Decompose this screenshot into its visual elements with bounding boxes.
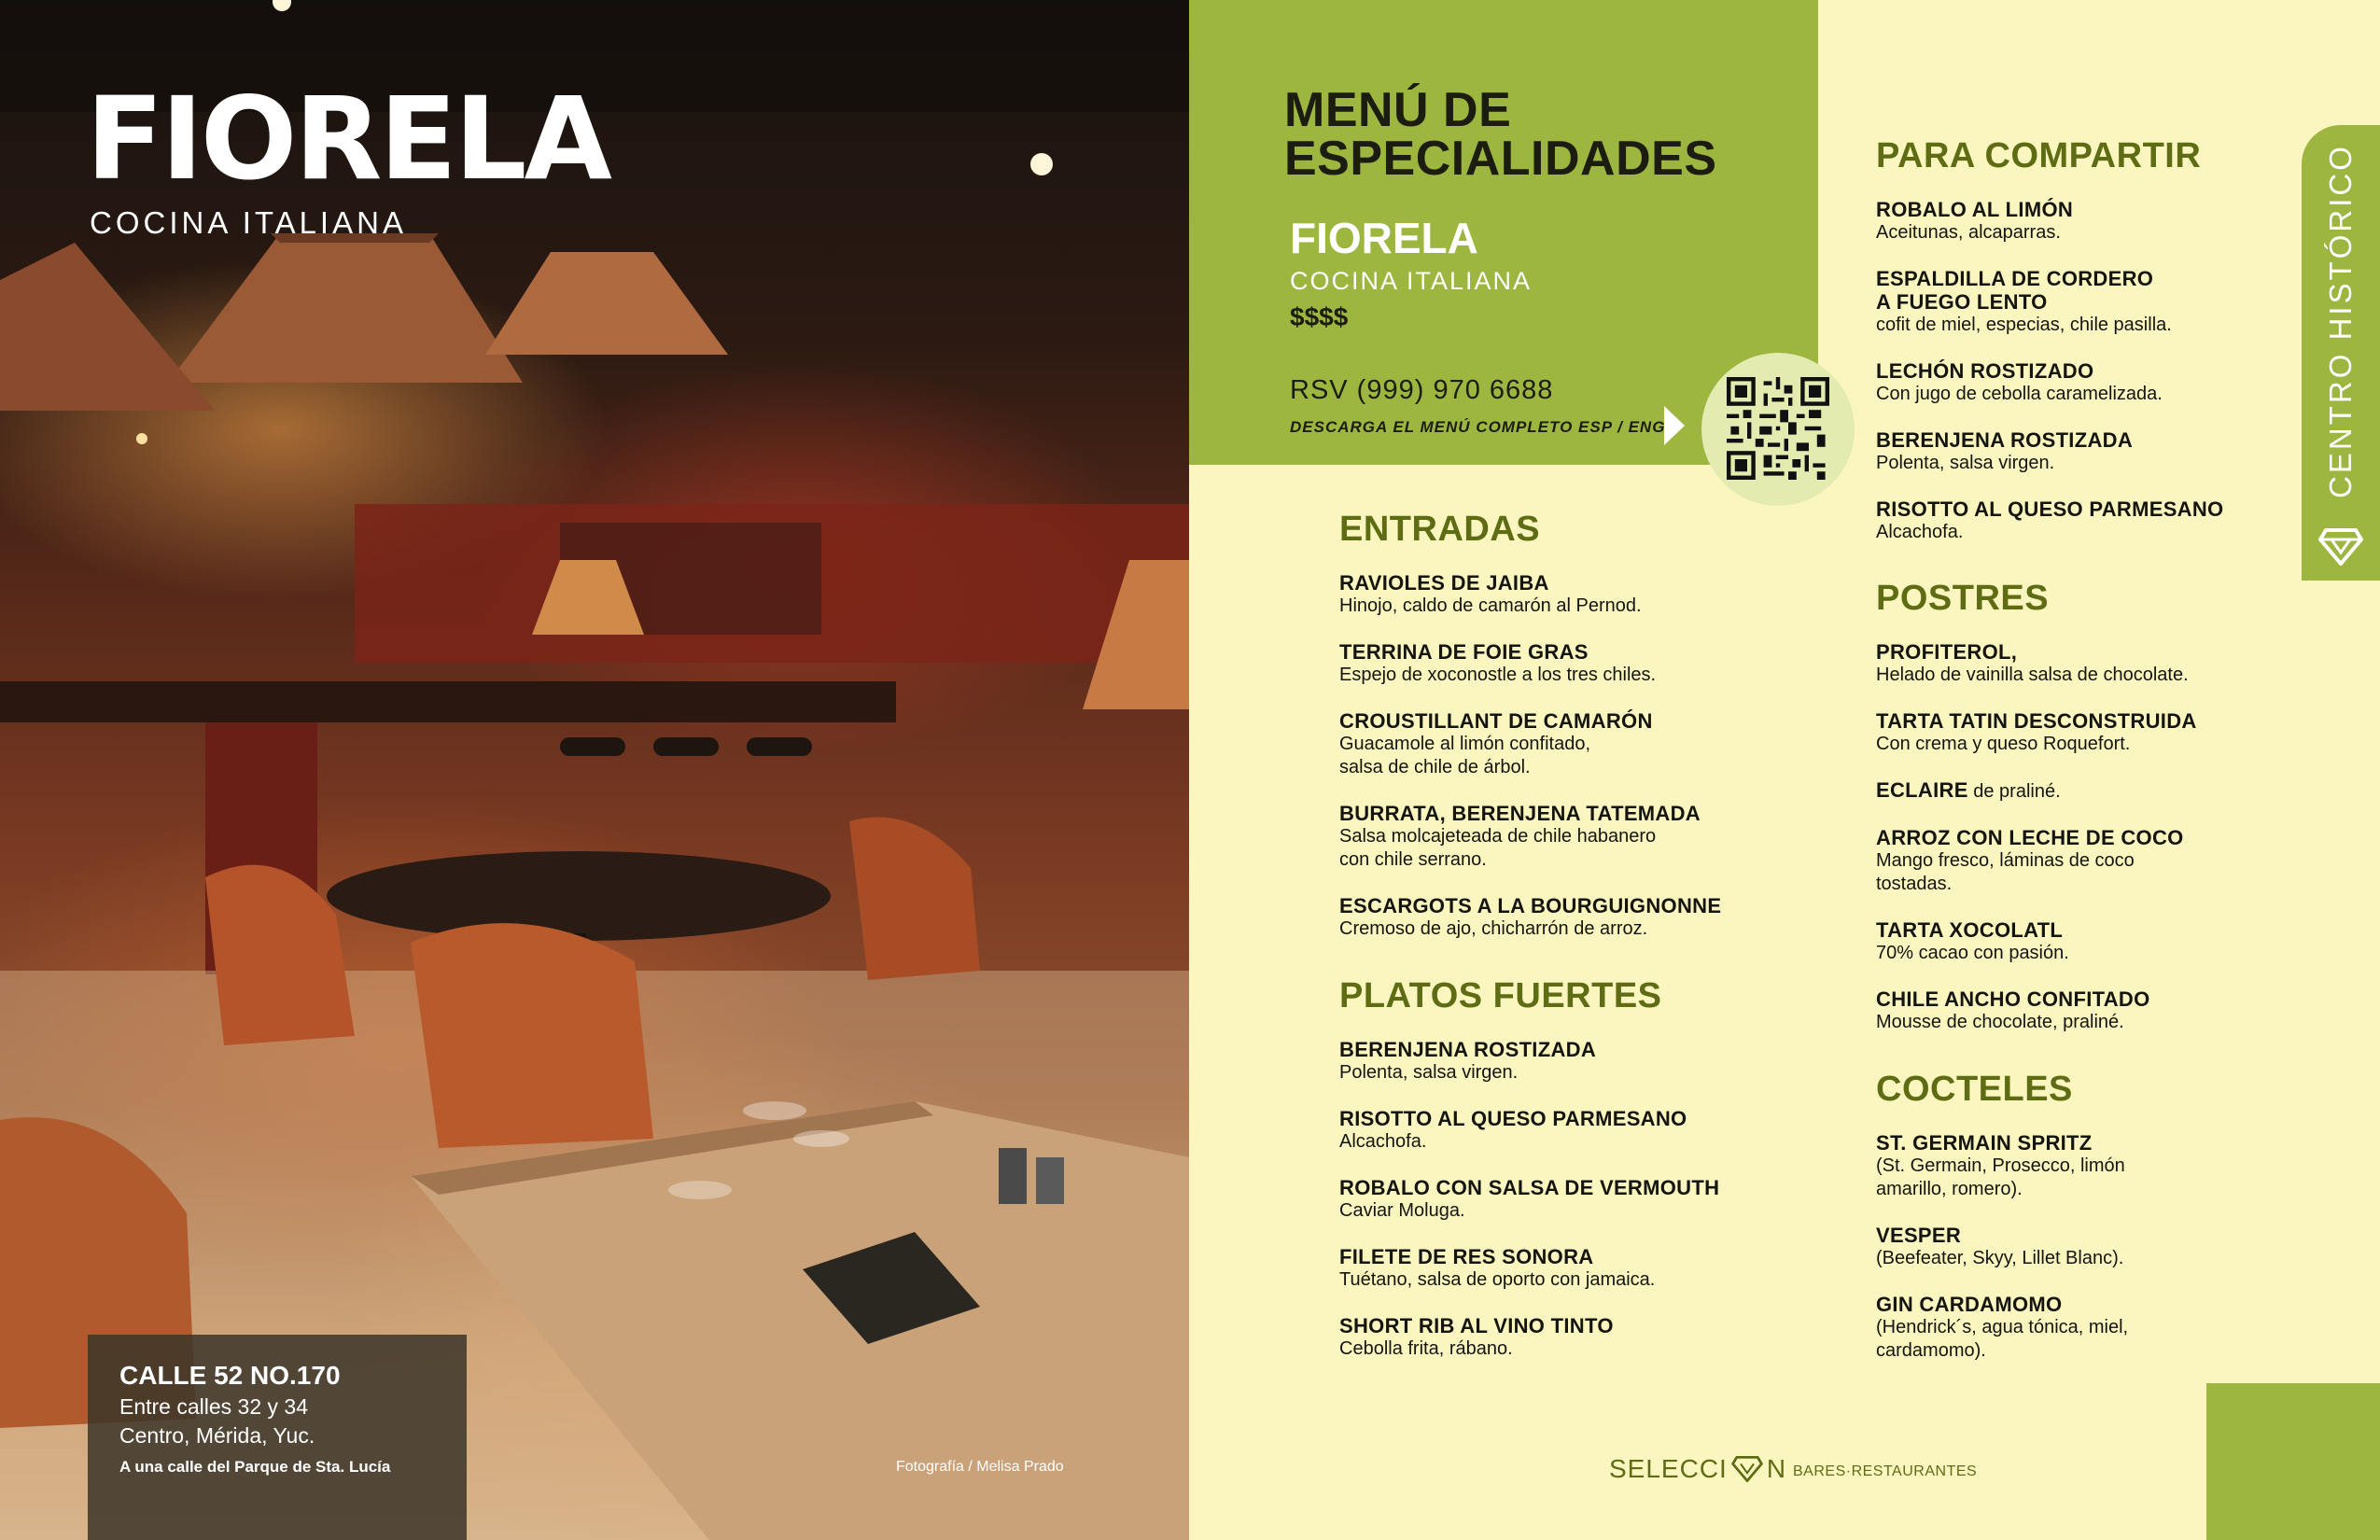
menu-item-name: TERRINA DE FOIE GRAS xyxy=(1339,640,1589,664)
menu-item xyxy=(1339,709,1721,779)
section-title-entradas: ENTRADAS xyxy=(1339,510,1541,549)
cocteles-list xyxy=(1876,1131,2128,1385)
district-tab-label-wrap xyxy=(2302,125,2380,517)
section-title-platos-fuertes: PLATOS FUERTES xyxy=(1339,976,1662,1015)
menu-item-desc: (Beefeater, Skyy, Lillet Blanc). xyxy=(1876,1248,2124,1268)
menu-item xyxy=(1339,802,1721,872)
menu-item-desc: (Hendrick´s, agua tónica, miel, xyxy=(1876,1317,2129,1337)
menu-item-name: BERENJENA ROSTIZADA xyxy=(1876,428,2134,452)
logo-text-end: N xyxy=(1766,1454,1787,1483)
menu-item-name: RISOTTO AL QUESO PARMESANO xyxy=(1339,1107,1687,1130)
menu-item-name: ST. GERMAIN SPRITZ xyxy=(1876,1131,2093,1155)
section-title-postres: POSTRES xyxy=(1876,579,2050,618)
brand-name: FIORELA xyxy=(86,73,609,205)
address-city: Centro, Mérida, Yuc. xyxy=(119,1423,315,1448)
brand-block xyxy=(86,73,609,241)
menu-item-desc: Alcachofa. xyxy=(1876,522,1964,542)
menu-item-desc: Con jugo de cebolla caramelizada. xyxy=(1876,384,2163,404)
seleccion-logo xyxy=(1609,1454,1786,1484)
menu-item-name: ARROZ CON LECHE DE COCO xyxy=(1876,826,2184,849)
download-menu-link[interactable]: DESCARGA EL MENÚ COMPLETO ESP / ENG xyxy=(1290,418,1666,436)
menu-item-desc: amarillo, romero). xyxy=(1876,1179,2023,1199)
menu-item xyxy=(1339,640,1721,687)
menu-item xyxy=(1339,1314,1719,1361)
platos-fuertes-list xyxy=(1339,1038,1719,1383)
menu-item-desc: Polenta, salsa virgen. xyxy=(1339,1062,1519,1083)
para-compartir-list xyxy=(1876,198,2223,567)
menu-item-desc: Helado de vainilla salsa de chocolate. xyxy=(1876,665,2189,685)
address-reference: A una calle del Parque de Sta. Lucía xyxy=(119,1458,391,1476)
reservation-phone[interactable]: RSV (999) 970 6688 xyxy=(1290,375,1554,405)
menu-item-desc: Tuétano, salsa de oporto con jamaica. xyxy=(1339,1269,1656,1290)
menu-title-line1: MENÚ DE xyxy=(1284,83,1512,137)
menu-item-desc: 70% cacao con pasión. xyxy=(1876,943,2069,963)
menu-item-name: ESPALDILLA DE CORDERO xyxy=(1876,267,2154,290)
menu-item-desc: Caviar Moluga. xyxy=(1339,1200,1465,1221)
menu-item-desc: Alcachofa. xyxy=(1339,1131,1427,1152)
menu-item-inline xyxy=(1876,778,2197,804)
menu-item xyxy=(1339,571,1721,618)
menu-item xyxy=(1876,198,2223,245)
menu-item-name: TARTA XOCOLATL xyxy=(1876,918,2064,942)
menu-item-desc: Guacamole al limón confitado, xyxy=(1339,734,1591,754)
menu-item-desc: Mousse de chocolate, praliné. xyxy=(1876,1012,2124,1032)
menu-item-desc: (St. Germain, Prosecco, limón xyxy=(1876,1155,2125,1176)
menu-item xyxy=(1876,267,2223,337)
menu-item xyxy=(1339,1176,1719,1223)
menu-item xyxy=(1876,709,2197,756)
section-title-cocteles: COCTELES xyxy=(1876,1070,2073,1109)
menu-item-name: GIN CARDAMOMO xyxy=(1876,1293,2063,1316)
menu-item-name: BURRATA, BERENJENA TATEMADA xyxy=(1339,802,1701,825)
photo-credit: Fotografía / Melisa Prado xyxy=(896,1459,1064,1475)
section-title-para-compartir: PARA COMPARTIR xyxy=(1876,136,2202,175)
logo-diamond-icon xyxy=(1729,1456,1765,1482)
district-tab-label: CENTRO HISTÓRICO xyxy=(2323,144,2358,498)
menu-item-desc: Cebolla frita, rábano. xyxy=(1339,1338,1513,1359)
address-cross-streets: Entre calles 32 y 34 xyxy=(119,1394,309,1419)
logo-tagline: BARES·RESTAURANTES xyxy=(1793,1463,1978,1479)
menu-item xyxy=(1876,359,2223,406)
menu-item xyxy=(1876,497,2223,544)
menu-item-name: ESCARGOTS A LA BOURGUIGNONNE xyxy=(1339,894,1722,917)
menu-item xyxy=(1876,1293,2128,1363)
menu-item xyxy=(1876,918,2197,965)
menu-item xyxy=(1876,987,2197,1034)
menu-item-name: RISOTTO AL QUESO PARMESANO xyxy=(1876,497,2224,521)
menu-item xyxy=(1876,640,2197,687)
address-street: CALLE 52 NO.170 xyxy=(119,1361,341,1390)
postres-list xyxy=(1876,640,2197,1057)
logo-text-start: SELECCI xyxy=(1609,1454,1728,1483)
menu-item-desc: tostadas. xyxy=(1876,874,1953,894)
arrow-right-icon xyxy=(1664,406,1685,445)
menu-item-desc: Cremoso de ajo, chicharrón de arroz. xyxy=(1339,918,1648,939)
menu-item-name: ROBALO CON SALSA DE VERMOUTH xyxy=(1339,1176,1720,1199)
menu-item-desc: Mango fresco, láminas de coco xyxy=(1876,850,2135,871)
menu-title xyxy=(1284,83,1717,186)
diamond-icon xyxy=(2318,528,2363,566)
menu-item-desc: salsa de chile de árbol. xyxy=(1339,757,1531,777)
menu-item-desc: con chile serrano. xyxy=(1339,849,1487,870)
menu-item-name: VESPER xyxy=(1876,1224,1962,1247)
menu-item-name: ECLAIRE xyxy=(1876,778,1968,802)
menu-item-name: BERENJENA ROSTIZADA xyxy=(1339,1038,1597,1061)
menu-title-line2: ESPECIALIDADES xyxy=(1284,132,1717,186)
menu-item-name: SHORT RIB AL VINO TINTO xyxy=(1339,1314,1614,1337)
menu-item xyxy=(1876,1224,2128,1270)
price-level: $$$$ xyxy=(1290,302,1349,331)
menu-item xyxy=(1876,1131,2128,1201)
menu-item-name: TARTA TATIN DESCONSTRUIDA xyxy=(1876,709,2197,733)
menu-item-name: CHILE ANCHO CONFITADO xyxy=(1876,987,2150,1011)
menu-item xyxy=(1339,1245,1719,1292)
menu-item-desc: Salsa molcajeteada de chile habanero xyxy=(1339,826,1657,847)
menu-item-name: FILETE DE RES SONORA xyxy=(1339,1245,1594,1268)
menu-item-name: ROBALO AL LIMÓN xyxy=(1876,198,2074,221)
menu-item-name: CROUSTILLANT DE CAMARÓN xyxy=(1339,709,1653,733)
menu-item-desc: cofit de miel, especias, chile pasilla. xyxy=(1876,315,2172,335)
menu-item-name: LECHÓN ROSTIZADO xyxy=(1876,359,2094,383)
header-brand-subtitle: COCINA ITALIANA xyxy=(1290,267,1533,295)
menu-item xyxy=(1876,428,2223,475)
menu-item-desc: Polenta, salsa virgen. xyxy=(1876,453,2055,473)
menu-item-desc: Hinojo, caldo de camarón al Pernod. xyxy=(1339,595,1642,616)
menu-item-desc: Espejo de xoconostle a los tres chiles. xyxy=(1339,665,1657,685)
address-box xyxy=(88,1335,467,1540)
menu-item xyxy=(1876,826,2197,896)
menu-item xyxy=(1339,1038,1719,1085)
menu-item-desc: cardamomo). xyxy=(1876,1340,1986,1361)
entradas-list xyxy=(1339,571,1721,963)
corner-accent xyxy=(2206,1383,2380,1540)
menu-item xyxy=(1339,1107,1719,1154)
menu-item-desc: Con crema y queso Roquefort. xyxy=(1876,734,2131,754)
menu-item-name: RAVIOLES DE JAIBA xyxy=(1339,571,1549,595)
menu-item xyxy=(1876,778,2197,804)
restaurant-photo xyxy=(0,0,1189,1540)
qr-code-icon[interactable] xyxy=(1727,377,1829,480)
menu-item-name-line2: A FUEGO LENTO xyxy=(1876,290,2048,314)
menu-item-name: PROFITEROL, xyxy=(1876,640,2018,664)
menu-item-desc: de praliné. xyxy=(1967,781,2061,802)
menu-item xyxy=(1339,894,1721,941)
header-brand-name: FIORELA xyxy=(1290,214,1478,262)
menu-item-desc: Aceitunas, alcaparras. xyxy=(1876,222,2061,243)
brand-subtitle: COCINA ITALIANA xyxy=(90,205,407,240)
